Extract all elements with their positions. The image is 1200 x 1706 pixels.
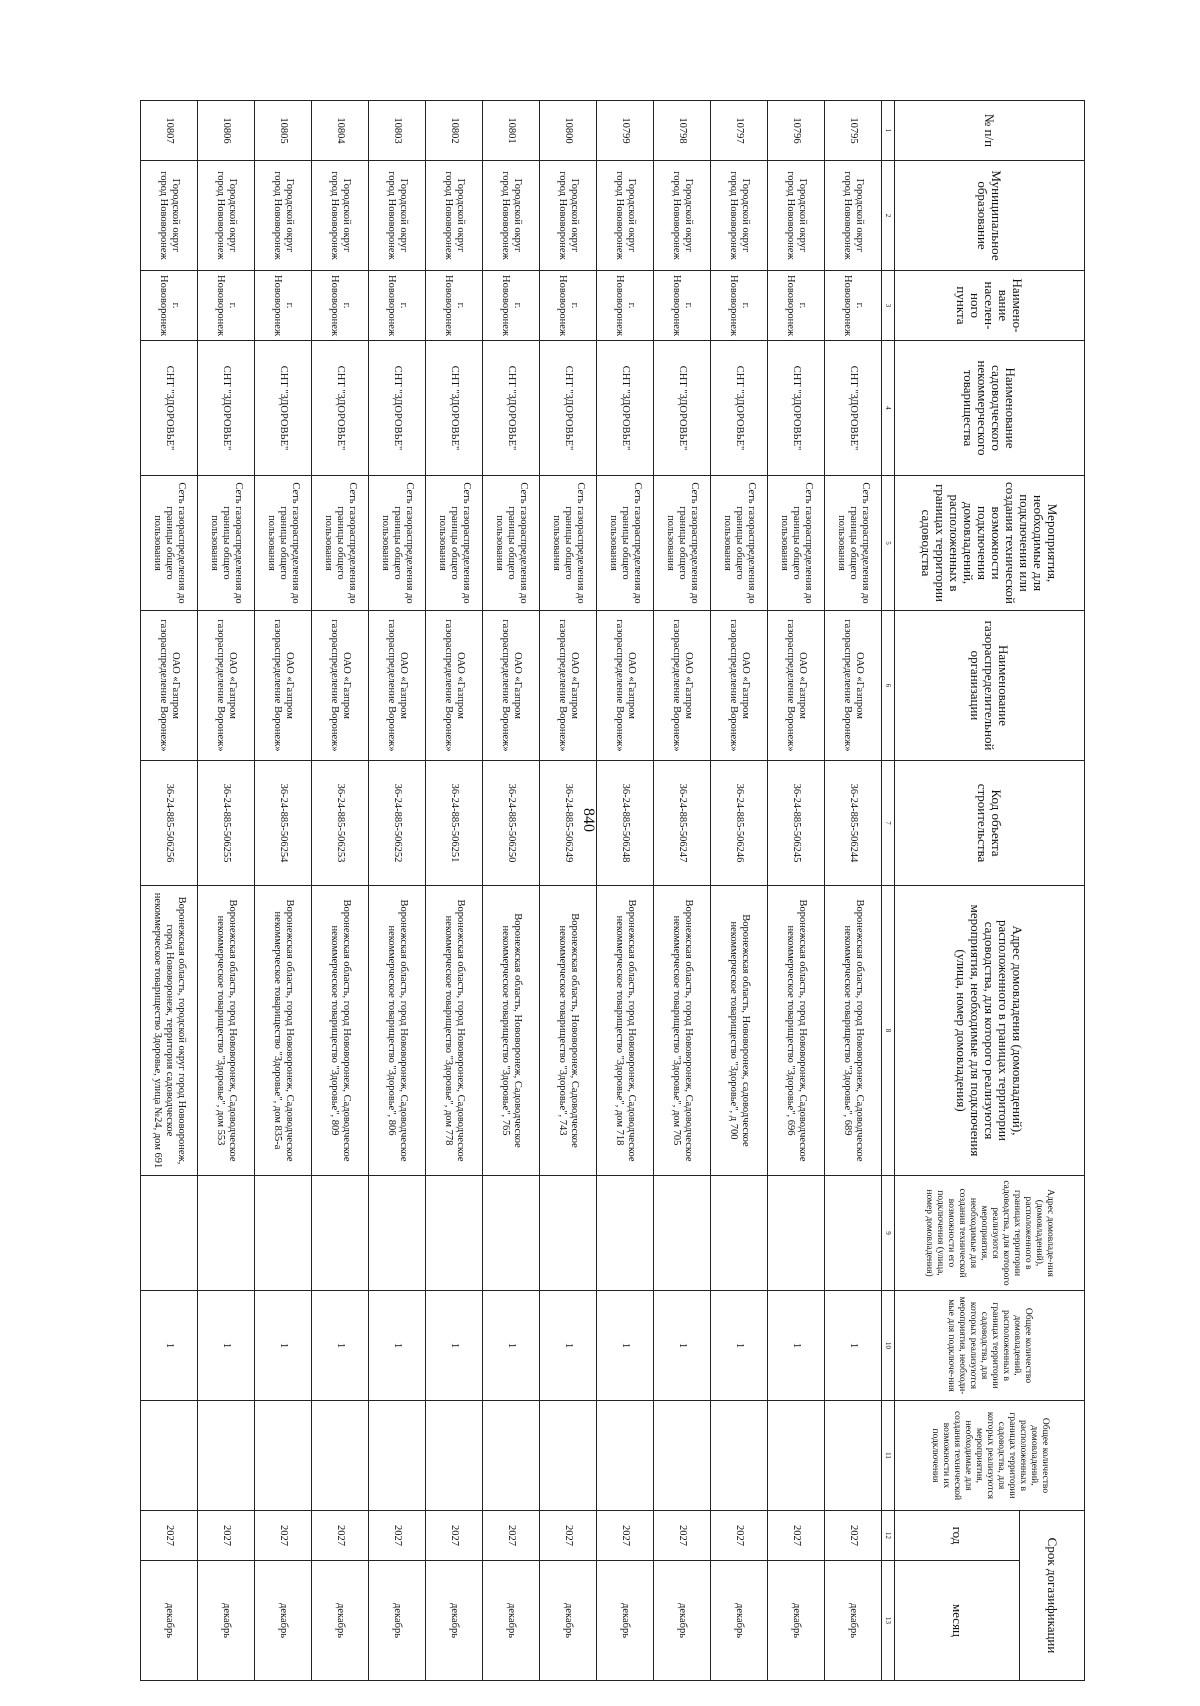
settlement-cell: г. Нововоронеж	[198, 271, 255, 341]
gdo-name-cell: ОАО «Газпром газораспределение Воронеж»	[312, 611, 369, 761]
settlement-cell: г. Нововоронеж	[825, 271, 882, 341]
month-cell: декабрь	[483, 1561, 540, 1681]
header-address: Адрес домовладения (домовладений), расположенного в границах территории садоводства, для которого реализуются мероприятия, необходимые для подключения (улица, номер домовладения)	[895, 886, 1085, 1176]
year-cell: 2027	[711, 1511, 768, 1561]
measure-cell: Сеть газораспределения до границы общего пользования	[426, 476, 483, 611]
object-code-cell: 36-24-885-506247	[654, 761, 711, 886]
municipality-cell: Городской округ город Нововоронеж	[369, 161, 426, 271]
header-total-tech: Общее количество домовладений, расположенных в границах территории садоводства, для которых реализуются мероприятия, необходимые для создания технической возможности их подключения	[895, 1401, 1085, 1511]
gdo-name-cell: ОАО «Газпром газораспределение Воронеж»	[825, 611, 882, 761]
table-row	[711, 101, 768, 1681]
header-year: год	[895, 1511, 1020, 1561]
month-cell: декабрь	[711, 1561, 768, 1681]
measure-cell: Сеть газораспределения до границы общего пользования	[540, 476, 597, 611]
object-code-cell: 36-24-885-506245	[768, 761, 825, 886]
municipality-cell: Городской округ город Нововоронеж	[597, 161, 654, 271]
address-cell: Воронежская область, город Нововоронеж, Садоводческое некоммерческое товарищество "Здоровье", 809	[312, 886, 369, 1176]
table-row	[654, 101, 711, 1681]
row-number: 10804	[312, 101, 369, 161]
household-count-cell: 1	[768, 1291, 825, 1401]
month-cell: декабрь	[654, 1561, 711, 1681]
snt-name-cell: СНТ "ЗДОРОВЬЕ"	[141, 341, 198, 476]
column-number: 9	[882, 1176, 895, 1291]
row-number: 10807	[141, 101, 198, 161]
year-cell: 2027	[597, 1511, 654, 1561]
measure-cell: Сеть газораспределения до границы общего пользования	[255, 476, 312, 611]
year-cell: 2027	[768, 1511, 825, 1561]
snt-name-cell: СНТ "ЗДОРОВЬЕ"	[255, 341, 312, 476]
address-tech-cell	[141, 1176, 198, 1291]
address-cell: Воронежская область, город Нововоронеж, Садоводческое некоммерческое товарищество "Здоровье", дом 553	[198, 886, 255, 1176]
household-count-tech-cell	[597, 1401, 654, 1511]
municipality-cell: Городской округ город Нововоронеж	[255, 161, 312, 271]
object-code-cell: 36-24-885-506255	[198, 761, 255, 886]
address-cell: Воронежская область, город Нововоронеж, Садоводческое некоммерческое товарищество "Здоровье", дом 835-а	[255, 886, 312, 1176]
month-cell: декабрь	[255, 1561, 312, 1681]
municipality-cell: Городской округ город Нововоронеж	[768, 161, 825, 271]
household-count-tech-cell	[825, 1401, 882, 1511]
header-municipality: Муниципальное образование	[895, 161, 1085, 271]
address-cell: Воронежская область, городской округ город Нововоронеж, город Нововоронеж, территория садоводческое некоммерческое товарищество Здоровье, улица №24, дом 691	[141, 886, 198, 1176]
gdo-name-cell: ОАО «Газпром газораспределение Воронеж»	[369, 611, 426, 761]
household-count-cell: 1	[312, 1291, 369, 1401]
object-code-cell: 36-24-885-506253	[312, 761, 369, 886]
settlement-cell: г. Нововоронеж	[768, 271, 825, 341]
household-count-cell: 1	[198, 1291, 255, 1401]
object-code-cell: 36-24-885-506249	[540, 761, 597, 886]
gdo-name-cell: ОАО «Газпром газораспределение Воронеж»	[141, 611, 198, 761]
year-cell: 2027	[540, 1511, 597, 1561]
household-count-tech-cell	[369, 1401, 426, 1511]
gdo-name-cell: ОАО «Газпром газораспределение Воронеж»	[255, 611, 312, 761]
municipality-cell: Городской округ город Нововоронеж	[312, 161, 369, 271]
household-count-tech-cell	[540, 1401, 597, 1511]
address-cell: Воронежская область, Нововоронеж, Садоводческое некоммерческое товарищество "Здоровье", 765	[483, 886, 540, 1176]
municipality-cell: Городской округ город Нововоронеж	[825, 161, 882, 271]
table-row	[141, 101, 198, 1681]
address-tech-cell	[255, 1176, 312, 1291]
table-row	[483, 101, 540, 1681]
snt-name-cell: СНТ "ЗДОРОВЬЕ"	[597, 341, 654, 476]
month-cell: декабрь	[825, 1561, 882, 1681]
snt-name-cell: СНТ "ЗДОРОВЬЕ"	[768, 341, 825, 476]
snt-name-cell: СНТ "ЗДОРОВЬЕ"	[654, 341, 711, 476]
table-row	[312, 101, 369, 1681]
settlement-cell: г. Нововоронеж	[312, 271, 369, 341]
month-cell: декабрь	[369, 1561, 426, 1681]
settlement-cell: г. Нововоронеж	[540, 271, 597, 341]
gasification-table	[140, 100, 1085, 1681]
header-address-tech: Адрес домовладе-ния (домовладений), расположенного в границах территории садоводства, для которого реализуются мероприятия, необходимые для создания технической возможности его подключения (улица, номер домовладения)	[895, 1176, 1085, 1291]
settlement-cell: г. Нововоронеж	[426, 271, 483, 341]
address-tech-cell	[825, 1176, 882, 1291]
gdo-name-cell: ОАО «Газпром газораспределение Воронеж»	[540, 611, 597, 761]
gdo-name-cell: ОАО «Газпром газораспределение Воронеж»	[426, 611, 483, 761]
row-number: 10801	[483, 101, 540, 161]
month-cell: декабрь	[141, 1561, 198, 1681]
object-code-cell: 36-24-885-506248	[597, 761, 654, 886]
household-count-cell: 1	[540, 1291, 597, 1401]
object-code-cell: 36-24-885-506251	[426, 761, 483, 886]
municipality-cell: Городской округ город Нововоронеж	[426, 161, 483, 271]
header-total-connect: Общее количество домовладений, расположенных в границах территории садоводства, для которых реализуются мероприятия, необходи-мые для подключе-ния	[895, 1291, 1085, 1401]
measure-cell: Сеть газораспределения до границы общего пользования	[654, 476, 711, 611]
month-cell: декабрь	[426, 1561, 483, 1681]
address-tech-cell	[483, 1176, 540, 1291]
column-number: 12	[882, 1511, 895, 1561]
header-snt-name: Наименование садоводческого некоммерческого товарищества	[895, 341, 1085, 476]
settlement-cell: г. Нововоронеж	[141, 271, 198, 341]
row-number: 10805	[255, 101, 312, 161]
measure-cell: Сеть газораспределения до границы общего пользования	[312, 476, 369, 611]
header-settlement: Наимено-вание населен-ного пункта	[895, 271, 1085, 341]
year-cell: 2027	[426, 1511, 483, 1561]
household-count-tech-cell	[141, 1401, 198, 1511]
municipality-cell: Городской округ город Нововоронеж	[141, 161, 198, 271]
municipality-cell: Городской округ город Нововоронеж	[540, 161, 597, 271]
row-number: 10796	[768, 101, 825, 161]
column-number: 1	[882, 101, 895, 161]
header-num: № п/п	[895, 101, 1085, 161]
object-code-cell: 36-24-885-506250	[483, 761, 540, 886]
address-tech-cell	[312, 1176, 369, 1291]
household-count-cell: 1	[825, 1291, 882, 1401]
snt-name-cell: СНТ "ЗДОРОВЬЕ"	[540, 341, 597, 476]
household-count-cell: 1	[597, 1291, 654, 1401]
table-row	[426, 101, 483, 1681]
household-count-tech-cell	[711, 1401, 768, 1511]
household-count-tech-cell	[426, 1401, 483, 1511]
gdo-name-cell: ОАО «Газпром газораспределение Воронеж»	[597, 611, 654, 761]
municipality-cell: Городской округ город Нововоронеж	[654, 161, 711, 271]
page-number: 840	[580, 808, 597, 832]
household-count-tech-cell	[768, 1401, 825, 1511]
gdo-name-cell: ОАО «Газпром газораспределение Воронеж»	[654, 611, 711, 761]
address-tech-cell	[597, 1176, 654, 1291]
snt-name-cell: СНТ "ЗДОРОВЬЕ"	[312, 341, 369, 476]
column-number: 2	[882, 161, 895, 271]
object-code-cell: 36-24-885-506246	[711, 761, 768, 886]
household-count-cell: 1	[369, 1291, 426, 1401]
household-count-tech-cell	[255, 1401, 312, 1511]
address-tech-cell	[711, 1176, 768, 1291]
household-count-tech-cell	[654, 1401, 711, 1511]
table-row	[825, 101, 882, 1681]
row-number: 10797	[711, 101, 768, 161]
gdo-name-cell: ОАО «Газпром газораспределение Воронеж»	[711, 611, 768, 761]
measure-cell: Сеть газораспределения до границы общего пользования	[825, 476, 882, 611]
address-tech-cell	[369, 1176, 426, 1291]
snt-name-cell: СНТ "ЗДОРОВЬЕ"	[825, 341, 882, 476]
month-cell: декабрь	[597, 1561, 654, 1681]
header-term: Срок догазификации	[1020, 1511, 1085, 1681]
snt-name-cell: СНТ "ЗДОРОВЬЕ"	[711, 341, 768, 476]
header-month: месяц	[895, 1561, 1020, 1681]
gdo-name-cell: ОАО «Газпром газораспределение Воронеж»	[198, 611, 255, 761]
year-cell: 2027	[312, 1511, 369, 1561]
measure-cell: Сеть газораспределения до границы общего пользования	[198, 476, 255, 611]
municipality-cell: Городской округ город Нововоронеж	[711, 161, 768, 271]
table-row	[768, 101, 825, 1681]
year-cell: 2027	[141, 1511, 198, 1561]
address-tech-cell	[198, 1176, 255, 1291]
object-code-cell: 36-24-885-506244	[825, 761, 882, 886]
gdo-name-cell: ОАО «Газпром газораспределение Воронеж»	[768, 611, 825, 761]
row-number: 10799	[597, 101, 654, 161]
address-tech-cell	[540, 1176, 597, 1291]
household-count-cell: 1	[141, 1291, 198, 1401]
table-row	[255, 101, 312, 1681]
snt-name-cell: СНТ "ЗДОРОВЬЕ"	[369, 341, 426, 476]
address-cell: Воронежская область, Нововоронеж, садоводческое некоммерческое товарищество "Здоровье", д 700	[711, 886, 768, 1176]
row-number: 10806	[198, 101, 255, 161]
household-count-tech-cell	[483, 1401, 540, 1511]
address-cell: Воронежская область, город Нововоронеж, Садоводческое некоммерческое товарищество "Здоровье", 696	[768, 886, 825, 1176]
measure-cell: Сеть газораспределения до границы общего пользования	[141, 476, 198, 611]
measure-cell: Сеть газораспределения до границы общего пользования	[483, 476, 540, 611]
rotated-table-container	[75, 100, 1085, 1680]
table-body	[141, 101, 882, 1681]
object-code-cell: 36-24-885-506252	[369, 761, 426, 886]
header-gdo: Наименование газораспределительной организации	[895, 611, 1085, 761]
year-cell: 2027	[483, 1511, 540, 1561]
settlement-cell: г. Нововоронеж	[711, 271, 768, 341]
year-cell: 2027	[654, 1511, 711, 1561]
header-row	[1020, 101, 1085, 1681]
municipality-cell: Городской округ город Нововоронеж	[198, 161, 255, 271]
address-cell: Воронежская область, город Нововоронеж, Садоводческое некоммерческое товарищество "Здоровье", 806	[369, 886, 426, 1176]
snt-name-cell: СНТ "ЗДОРОВЬЕ"	[426, 341, 483, 476]
column-number: 3	[882, 271, 895, 341]
address-cell: Воронежская область, город Нововоронеж, Садоводческое некоммерческое товарищество "Здоровье", дом 718	[597, 886, 654, 1176]
household-count-tech-cell	[198, 1401, 255, 1511]
year-cell: 2027	[198, 1511, 255, 1561]
row-number: 10803	[369, 101, 426, 161]
table-row	[540, 101, 597, 1681]
row-number: 10800	[540, 101, 597, 161]
table-row	[369, 101, 426, 1681]
column-number: 8	[882, 886, 895, 1176]
row-number: 10798	[654, 101, 711, 161]
household-count-cell: 1	[483, 1291, 540, 1401]
row-number: 10802	[426, 101, 483, 161]
settlement-cell: г. Нововоронеж	[597, 271, 654, 341]
settlement-cell: г. Нововоронеж	[654, 271, 711, 341]
column-number: 4	[882, 341, 895, 476]
address-cell: Воронежская область, город Нововоронеж, Садоводческое некоммерческое товарищество "Здоровье", 689	[825, 886, 882, 1176]
household-count-cell: 1	[711, 1291, 768, 1401]
month-cell: декабрь	[198, 1561, 255, 1681]
column-number: 11	[882, 1401, 895, 1511]
measure-cell: Сеть газораспределения до границы общего пользования	[597, 476, 654, 611]
column-number: 10	[882, 1291, 895, 1401]
snt-name-cell: СНТ "ЗДОРОВЬЕ"	[483, 341, 540, 476]
object-code-cell: 36-24-885-506254	[255, 761, 312, 886]
household-count-cell: 1	[255, 1291, 312, 1401]
settlement-cell: г. Нововоронеж	[369, 271, 426, 341]
settlement-cell: г. Нововоронеж	[483, 271, 540, 341]
column-numbers-row	[882, 101, 895, 1681]
settlement-cell: г. Нововоронеж	[255, 271, 312, 341]
column-number: 13	[882, 1561, 895, 1681]
object-code-cell: 36-24-885-506256	[141, 761, 198, 886]
column-number: 7	[882, 761, 895, 886]
address-tech-cell	[654, 1176, 711, 1291]
address-tech-cell	[426, 1176, 483, 1291]
household-count-tech-cell	[312, 1401, 369, 1511]
household-count-cell: 1	[654, 1291, 711, 1401]
header-code: Код объекта строительства	[895, 761, 1085, 886]
measure-cell: Сеть газораспределения до границы общего пользования	[768, 476, 825, 611]
column-number: 5	[882, 476, 895, 611]
address-cell: Воронежская область, город Нововоронеж, Садоводческое некоммерческое товарищество "Здоровье", дом 778	[426, 886, 483, 1176]
measure-cell: Сеть газораспределения до границы общего пользования	[369, 476, 426, 611]
address-cell: Воронежская область, Нововоронеж, Садоводческое некоммерческое товарищество "Здоровье", 743	[540, 886, 597, 1176]
table-row	[597, 101, 654, 1681]
snt-name-cell: СНТ "ЗДОРОВЬЕ"	[198, 341, 255, 476]
address-tech-cell	[768, 1176, 825, 1291]
year-cell: 2027	[825, 1511, 882, 1561]
year-cell: 2027	[255, 1511, 312, 1561]
month-cell: декабрь	[312, 1561, 369, 1681]
row-number: 10795	[825, 101, 882, 161]
column-number: 6	[882, 611, 895, 761]
gdo-name-cell: ОАО «Газпром газораспределение Воронеж»	[483, 611, 540, 761]
table-row	[198, 101, 255, 1681]
month-cell: декабрь	[768, 1561, 825, 1681]
header-measures: Мероприятия, необходимые для подключения или создания технической возможности подключения домовладений, расположенных в границах территории садоводства	[895, 476, 1085, 611]
month-cell: декабрь	[540, 1561, 597, 1681]
address-cell: Воронежская область, город Нововоронеж, Садоводческое некоммерческое товарищество "Здоровье", дом 705	[654, 886, 711, 1176]
municipality-cell: Городской округ город Нововоронеж	[483, 161, 540, 271]
measure-cell: Сеть газораспределения до границы общего пользования	[711, 476, 768, 611]
household-count-cell: 1	[426, 1291, 483, 1401]
year-cell: 2027	[369, 1511, 426, 1561]
